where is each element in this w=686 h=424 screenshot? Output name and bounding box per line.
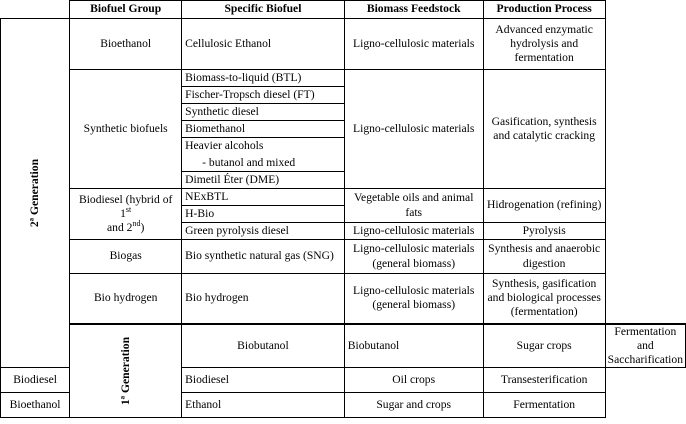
group-biohydrogen: Bio hydrogen <box>70 274 182 324</box>
feedstock-biogas: Ligno-cellulosic materials (general biomass) <box>344 240 483 274</box>
group-biodiesel-hybrid-sup2: nd <box>132 219 141 229</box>
group-biodiesel-hybrid-part1: Biodiesel (hybrid of 1 <box>78 192 173 220</box>
specific-heavier-alcohols: Heavier alcohols <box>182 138 345 155</box>
specific-biodiesel-1g: Biodiesel <box>182 367 345 392</box>
group-synthetic-biofuels: Synthetic biofuels <box>70 70 182 189</box>
group-biodiesel-hybrid-part2: and 2 <box>107 221 133 235</box>
table-row <box>1 240 686 274</box>
feedstock-bioethanol-1g: Sugar and crops <box>344 392 483 417</box>
group-biobutanol: Biobutanol <box>182 324 345 368</box>
specific-biobutanol: Biobutanol <box>344 324 483 368</box>
group-biodiesel-hybrid <box>70 189 182 240</box>
specific-ft-diesel: Fischer-Tropsch diesel (FT) <box>182 87 345 104</box>
feedstock-green-pyrolysis: Ligno-cellulosic materials <box>344 223 483 240</box>
generation-label-first-text: 1ª Generation <box>118 336 132 405</box>
generation-label-first <box>70 324 182 418</box>
table-row <box>1 274 686 324</box>
specific-btl: Biomass-to-liquid (BTL) <box>182 70 345 87</box>
process-bioethanol-2g: Advanced enzymatic hydrolysis and fermentation <box>483 19 605 70</box>
table-row <box>1 70 686 87</box>
header-blank <box>1 1 70 19</box>
header-biomass-feedstock: Biomass Feedstock <box>344 1 483 19</box>
header-production-process: Production Process <box>483 1 605 19</box>
table-row <box>1 189 686 206</box>
process-biogas: Synthesis and anaerobic digestion <box>483 240 605 274</box>
feedstock-bioethanol-2g: Ligno-cellulosic materials <box>344 19 483 70</box>
header-row <box>1 1 686 19</box>
specific-biomethanol: Biomethanol <box>182 121 345 138</box>
specific-dme: Dimetil Éter (DME) <box>182 172 345 189</box>
process-synthetic: Gasification, synthesis and catalytic cracking <box>483 70 605 189</box>
specific-butanol-mixed: - butanol and mixed <box>182 155 345 172</box>
group-bioethanol-1g: Bioethanol <box>1 392 70 417</box>
specific-nexbtl: NExBTL <box>182 189 345 206</box>
group-biodiesel-1g: Biodiesel <box>1 367 70 392</box>
table-row <box>1 19 686 70</box>
group-biodiesel-hybrid-part3: ) <box>140 221 145 235</box>
process-biohydrogen: Synthesis, gasification and biological processes (fermentation) <box>483 274 605 324</box>
process-bioethanol-1g: Fermentation <box>483 392 605 417</box>
process-biobutanol: Fermentation and Saccharification <box>605 324 685 368</box>
specific-sng: Bio synthetic natural gas (SNG) <box>182 240 345 274</box>
feedstock-biodiesel-1g: Oil crops <box>344 367 483 392</box>
specific-h-bio: H-Bio <box>182 206 345 223</box>
header-biofuel-group: Biofuel Group <box>70 1 182 19</box>
specific-ethanol: Ethanol <box>182 392 345 417</box>
process-biodiesel-1g: Transesterification <box>483 367 605 392</box>
process-green-pyrolysis: Pyrolysis <box>483 223 605 240</box>
generation-label-second-text: 2ª Generation <box>28 158 42 228</box>
specific-green-pyrolysis: Green pyrolysis diesel <box>182 223 345 240</box>
group-biogas: Biogas <box>70 240 182 274</box>
specific-synthetic-diesel: Synthetic diesel <box>182 104 345 121</box>
group-bioethanol-2g: Bioethanol <box>70 19 182 70</box>
group-biodiesel-hybrid-sup1: st <box>125 205 132 215</box>
specific-biohydrogen: Bio hydrogen <box>182 274 345 324</box>
feedstock-biohydrogen: Ligno-cellulosic materials (general biomass) <box>344 274 483 324</box>
specific-cellulosic-ethanol: Cellulosic Ethanol <box>182 19 345 70</box>
feedstock-biobutanol: Sugar crops <box>483 324 605 368</box>
generation-label-second <box>1 19 70 368</box>
header-specific-biofuel: Specific Biofuel <box>182 1 345 19</box>
process-biodiesel-hybrid: Hidrogenation (refining) <box>483 189 605 223</box>
feedstock-synthetic: Ligno-cellulosic materials <box>344 70 483 189</box>
table-row <box>1 324 686 368</box>
feedstock-biodiesel-hybrid: Vegetable oils and animal fats <box>344 189 483 223</box>
